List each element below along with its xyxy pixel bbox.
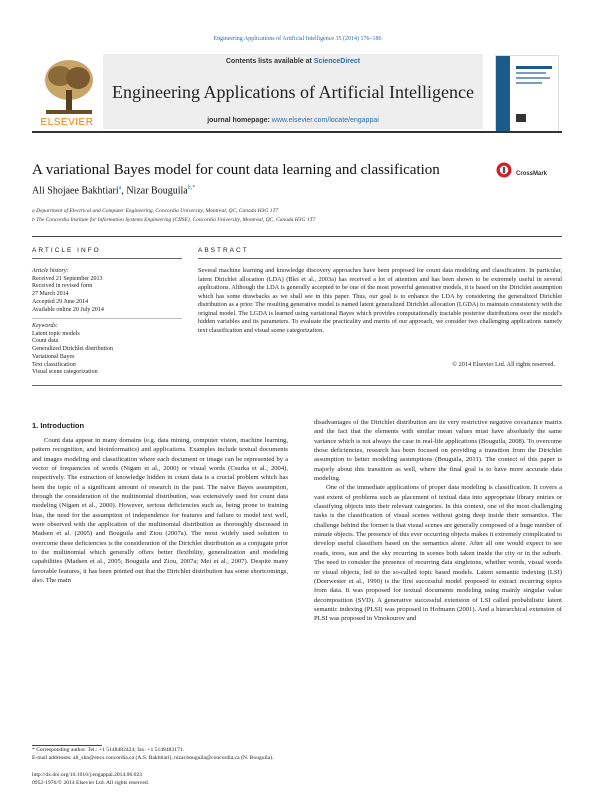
elsevier-wordmark: ELSEVIER <box>40 117 94 128</box>
abstract-copyright: © 2014 Elsevier Ltd. All rights reserved. <box>452 361 555 368</box>
intro-paragraph: disadvantages of the Dirichlet distribution are its very restrictive negative covariance matrix and the fact that the elements with similar mean values must have absolutely the same variance which is not always the case in real-life applications (Bouguila, 2008). To overcome those deficiencies, research has been focused on providing a transition from the Dirichlet assumption to better modeling assumptions (Bouguila, 2011). The contect of this paper is majorly about this transition as well, where the final goal is to have more accurate data modeling. <box>314 419 562 483</box>
affiliation-rule <box>32 236 562 237</box>
email-addresses[interactable]: E-mail addresses: ali_sho@encs.concordia.ca (A.S. Bakhtiari), nizar.bouguila@concordia.ca (N. Bouguila). <box>32 755 274 761</box>
abstract-heading: ABSTRACT <box>198 247 249 254</box>
keyword: Generalized Dirichlet distribution <box>32 346 113 353</box>
author-name: Nizar Bouguila <box>126 185 188 197</box>
history-label: Article history: <box>32 268 69 274</box>
contents-prefix: Contents lists available at <box>225 58 314 65</box>
author-affil-marker[interactable]: b,* <box>187 185 196 191</box>
article-title: A variational Bayes model for count data learning and classification <box>32 162 440 178</box>
abstract-text: Several machine learning and knowledge discovery approaches have been proposed for count data modeling and classification. In particular, latent Dirichlet allocation (LDA) (Blei et al., 2003a) has received a lot of attention and has been shown to be extremely useful in several applications. Although the LDA is generally accepted to be one of the most powerful generative models, it is based on the Dirichlet assumption which has some drawbacks as we shall see in this paper. Thus, our goal is to enhance the LDA by considering the generalized Dirichlet distribution as a prior. The resulting generative model is named latent generalized Dirichlet allocation (LGDA) to maintain consistency with the original model. The LGDA is learned using variational Bayes which provides computationally tractable posterior distributions over the model's hidden variables and its parameters. To evaluate the practicality and merits of our approach, we consider two challenging applications namely text classification and visual scene categorization. <box>198 267 562 334</box>
keyword: Latent topic models <box>32 330 80 337</box>
affiliation-b: b The Concordia Institute for Information Systems Engineering (CIISE), Concordia University, Montreal, QC, Canada H3G 1T7 <box>32 217 316 223</box>
intro-paragraph: One of the immediate applications of proper data modeling is classification. It covers a vast extent of problems such as placement of textual data into appropriate library entries or classifying objects into their relevant categories. In this context, one of the most challenging tasks is the classification of visual scenes without going deep inside their semantics. The challenge behind the former is that visual scenes are generally composed of a huge number of minute objects. The presence of this ever occurring objects makes it extremely complicated to develop useful classifiers based on the semantics alone. After all one would expect to see roads, trees, sun and the sky recurring in scenes both taken inside the city or in the suburb. The need to consider the presence of recurring data singletons, whether words, visual words or visual objects, led to the so-called topic based models. Latent semantic indexing (LSI) (Deerwester et al., 1990) is the first successful model proposed to extract recurring topics from data. It was proposed for textual documents modeling using mainly singular value decomposition (SVD). A generative successful extension of LSI called probabilistic latent semantic indexing (PLSI) was proposed in Hofmann (2001). And a hierarchical extension of PLSI was proposed in Vinokourov and <box>314 484 562 623</box>
keywords-label: Keywords: <box>32 323 58 329</box>
journal-homepage <box>103 117 483 124</box>
history-item: Received in revised form <box>32 283 93 290</box>
article-info-heading: ARTICLE INFO <box>32 247 101 254</box>
author-affil-marker[interactable]: a <box>118 185 122 191</box>
history-item: 27 March 2014 <box>32 291 69 298</box>
homepage-link[interactable]: www.elsevier.com/locate/engappai <box>271 117 379 124</box>
keyword: Count data <box>32 338 59 345</box>
keyword: Variational Bayes <box>32 353 75 360</box>
left-column <box>32 436 288 586</box>
history-item: Received 21 September 2013 <box>32 275 103 282</box>
footnote-rule <box>32 745 102 746</box>
history-item: Available online 20 July 2014 <box>32 306 104 313</box>
corresponding-author-note: * Corresponding author. Tel.: +1 5148482424; fax: +1 5148483171. <box>32 747 185 753</box>
journal-title: Engineering Applications of Artificial Intelligence <box>112 82 474 102</box>
abstract-bottom-rule <box>32 385 562 386</box>
keyword: Text classification <box>32 361 76 368</box>
contents-line <box>103 58 483 65</box>
abstract-rule <box>198 258 562 259</box>
section-heading: 1. Introduction <box>32 421 85 430</box>
crossmark-icon[interactable] <box>496 162 512 178</box>
homepage-label: journal homepage: <box>207 117 270 124</box>
history-item: Accepted 29 June 2014 <box>32 298 89 305</box>
elsevier-tree-logo-icon <box>40 56 98 118</box>
intro-paragraph: Count data appear in many domains (e.g. data mining, computer vision, machine learning, pattern recognition, and bioinformatics) and applications. Examples include textual documents and images modeling and classification where each document or image can be represented by a vector of frequencies of words (Nigam et al., 2000) or visual words (Csurka et al., 2004), respectively. The extraction of knowledge hidden in count data is a crucial problem which has been the topic of a significant amount of research in the past. The naive Bayes assumption, through the consideration of the multinomial distribution, was extensively used for count data modeling (Nigam et al., 2000). However, serious deficiencies such as, being prone to training bias, the need for the assumption of independence for features and failure to model text well, were observed with the application of the multinomial distribution as thoroughly discussed in Madsen et al. (2005) and Bouguila and Ziou (2007a). The most widely used solution to overcome these deficiencies is the consideration of the Dirichlet distribution as a conjugate prior to the multinomial which generally offers better flexibility, generalization and modeling capabilities (Madsen et al., 2005; Bouguila and Ziou, 2007a; Mei et al., 2007). Despite many favorable features, it has been pointed out that the Dirichlet distribution has some shortcomings, also. The main <box>32 437 288 585</box>
affiliation-a: a Department of Electrical and Computer Engineering, Concordia University, Montreal, QC, Canada H3G 1T7 <box>32 208 279 214</box>
article-info-rule <box>32 258 182 259</box>
sciencedirect-link[interactable]: ScienceDirect <box>313 58 361 65</box>
doi-link[interactable]: http://dx.doi.org/10.1016/j.engappai.2014.06.023 <box>32 772 143 778</box>
crossmark-label[interactable]: CrossMark <box>516 171 548 177</box>
header-rule <box>32 131 562 133</box>
author-list: Ali Shojaee Bakhtiari$^a$, Nizar Bouguila$^{b,*}$ <box>32 185 196 197</box>
article-history <box>32 268 182 314</box>
journal-reference[interactable]: Engineering Applications of Artificial Intelligence 35 (2014) 176–186 <box>213 36 382 42</box>
keywords <box>32 323 182 377</box>
right-column <box>314 418 562 624</box>
author-name: Ali Shojaee Bakhtiari <box>32 185 119 197</box>
journal-cover-thumbnail <box>495 55 559 133</box>
keyword: Visual scene categorization <box>32 369 98 376</box>
issn-copyright: 0952-1976/© 2014 Elsevier Ltd. All rights reserved. <box>32 780 150 786</box>
keywords-rule <box>32 318 182 319</box>
